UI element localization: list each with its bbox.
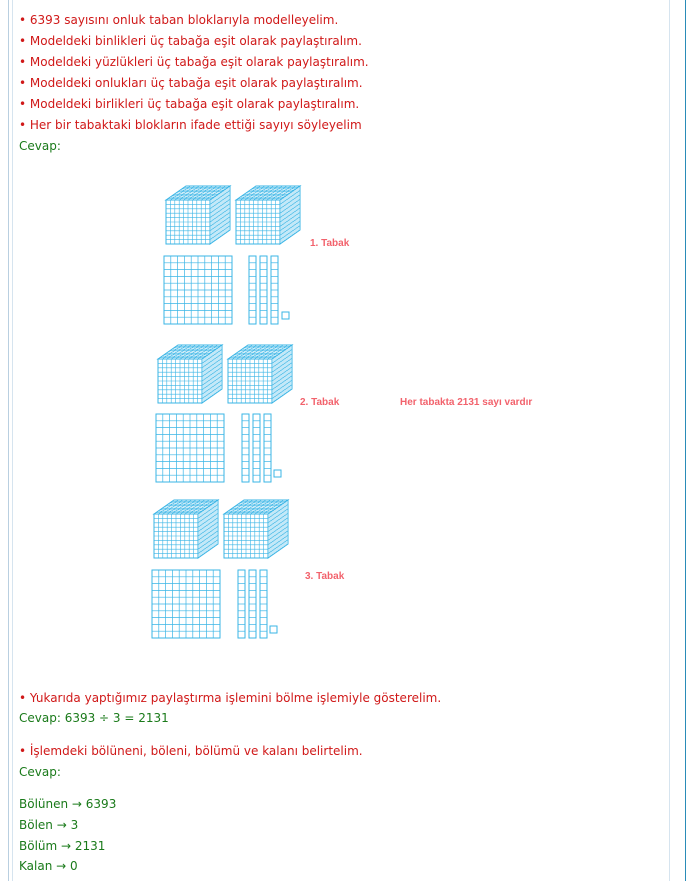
hundred-flat-plate-3	[152, 570, 220, 638]
thousand-cube-plate-2-2	[228, 345, 292, 403]
hundred-flat-plate-2	[156, 414, 224, 482]
divisor-result: Bölen → 3	[19, 818, 79, 832]
plate-note: Her tabakta 2131 sayı vardır	[400, 397, 533, 408]
thousand-cube-plate-1-2	[236, 186, 300, 244]
ten-rod-plate-2-1	[242, 414, 249, 482]
instruction-line: • Modeldeki binlikleri üç tabağa eşit olarak paylaştıralım.	[19, 34, 362, 48]
instruction-line: • Modeldeki onlukları üç tabağa eşit olarak paylaştıralım.	[19, 76, 363, 90]
instruction-line: • 6393 sayısını onluk taban bloklarıyla modelleyelim.	[19, 13, 339, 27]
ten-rod-plate-2-2	[253, 414, 260, 482]
one-unit-plate-3	[270, 626, 277, 633]
ten-rod-plate-1-3	[271, 256, 278, 324]
plate-1-label: 1. Tabak	[310, 238, 350, 249]
hundred-flat-plate-1	[164, 256, 232, 324]
ten-rod-plate-3-1	[238, 570, 245, 638]
instruction-line: • Modeldeki yüzlükleri üç tabağa eşit olarak paylaştıralım.	[19, 55, 369, 69]
thousand-cube-plate-3-1	[154, 500, 218, 558]
ten-rod-plate-2-3	[264, 414, 271, 482]
answer-label: Cevap:	[19, 765, 61, 779]
remainder-result: Kalan → 0	[19, 859, 78, 873]
instruction-line: • Her bir tabaktaki blokların ifade ettiği sayıyı söyleyelim	[19, 118, 362, 132]
one-unit-plate-2	[274, 470, 281, 477]
thousand-cube-plate-1-1	[166, 186, 230, 244]
division-answer: Cevap: 6393 ÷ 3 = 2131	[19, 711, 169, 725]
ten-rod-plate-1-2	[260, 256, 267, 324]
one-unit-plate-1	[282, 312, 289, 319]
plate-2-label: 2. Tabak	[300, 397, 340, 408]
thousand-cube-plate-3-2	[224, 500, 288, 558]
plate-3-label: 3. Tabak	[305, 571, 345, 582]
thousand-cube-plate-2-1	[158, 345, 222, 403]
instruction-line: • Modeldeki birlikleri üç tabağa eşit olarak paylaştıralım.	[19, 97, 360, 111]
division-question: • Yukarıda yaptığımız paylaştırma işlemini bölme işlemiyle gösterelim.	[19, 691, 442, 705]
quotient-result: Bölüm → 2131	[19, 839, 106, 853]
ten-rod-plate-3-2	[249, 570, 256, 638]
terms-question: • İşlemdeki bölüneni, böleni, bölümü ve kalanı belirtelim.	[19, 744, 363, 758]
answer-label: Cevap:	[19, 139, 61, 153]
ten-rod-plate-1-1	[249, 256, 256, 324]
ten-rod-plate-3-3	[260, 570, 267, 638]
dividend-result: Bölünen → 6393	[19, 797, 117, 811]
